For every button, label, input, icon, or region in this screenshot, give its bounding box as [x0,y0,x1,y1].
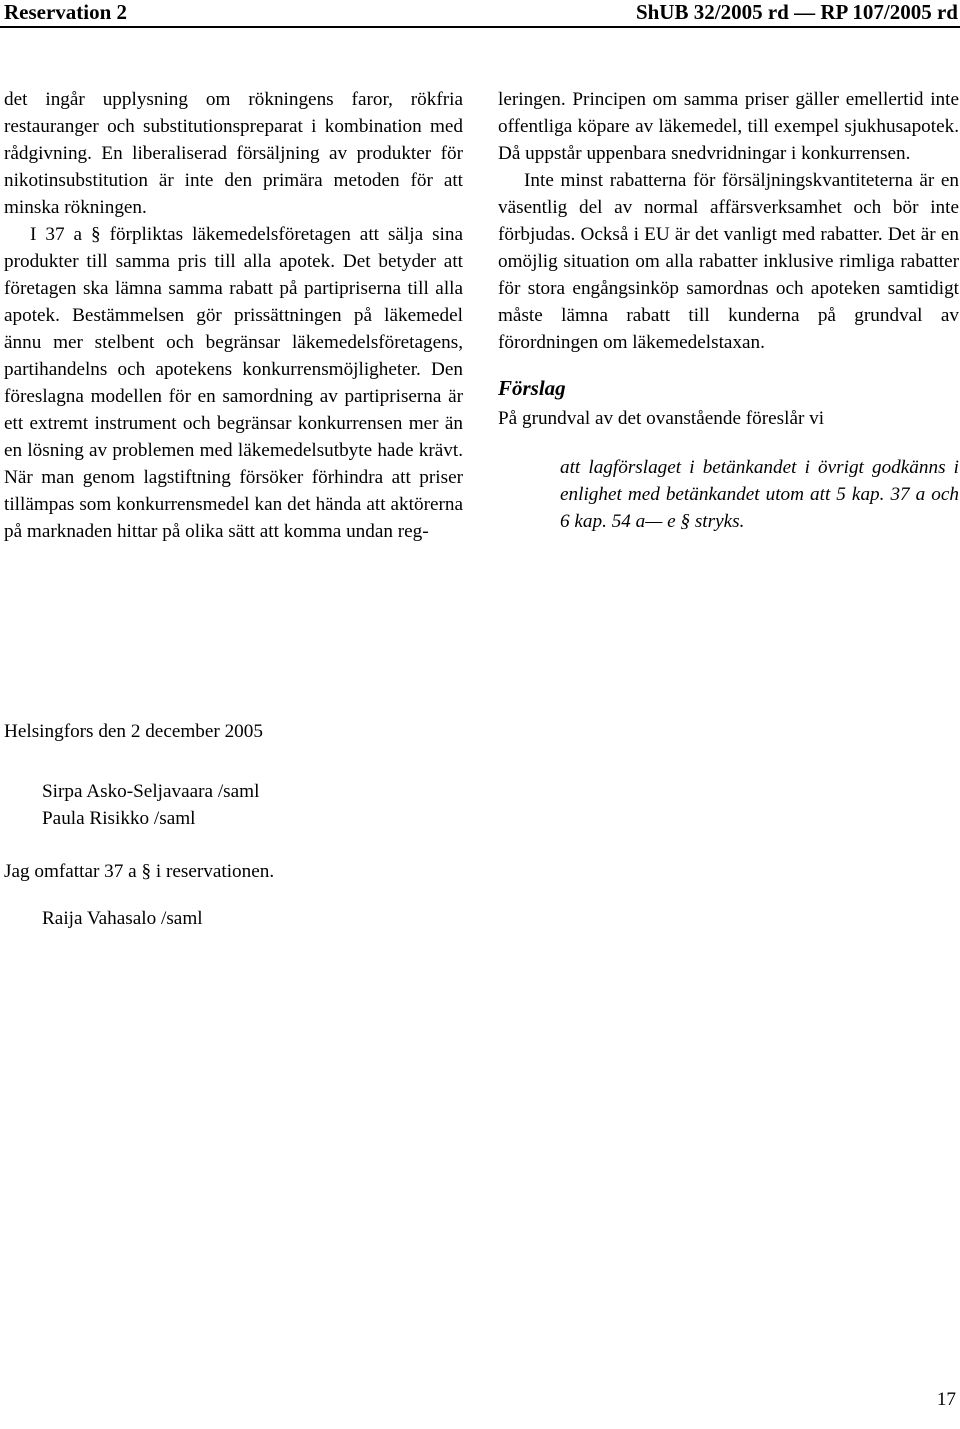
signature-3: Raija Vahasalo /saml [42,908,203,929]
page-number: 17 [936,1389,956,1410]
signature-2: Paula Risikko /saml [42,808,196,829]
page-header [0,0,960,28]
left-paragraph-1: det ingår upplysning om rökningens faror, rökfria restauranger och substitutionspreparat i kombination med rådgivning. En liberaliserad försäljning av produkter för nikotinsubstitution är inte den primära metoden för att minska rökningen. [4,89,463,218]
right-paragraph-2: Inte minst rabatterna för försäljningskvantiteterna är en väsentlig del av normal affärsverksamhet och bör inte förbjudas. Också i EU är det vanligt med rabatter. Det är en omöjlig situation om alla rabatter inklusive rimliga rabatter för stora engångsinköp samordnas och apoteken samtidigt måste lämna rabatt till kunderna på grundval av förordningen om läkemedelstaxan. [498,170,959,353]
dissent-note: Jag omfattar 37 a § i reservationen. [4,861,275,882]
left-column [4,86,463,545]
proposal-intro: På grundval av det ovanstående föreslår vi [498,408,825,429]
proposal-text: att lagförslaget i betänkandet i övrigt godkänns i enlighet med betänkandet utom att 5 kap. 37 a och 6 kap. 54 a— e § stryks. [560,457,959,532]
right-column [498,86,959,535]
left-paragraph-2: I 37 a § förpliktas läkemedelsföretagen att sälja sina produkter till samma pris till alla apotek. Det betyder att företagen ska lämna samma rabatt på partipriserna till alla apotek. Bestämmelsen gör prissättningen på läkemedel ännu mer stelbent och begränsar läkemedelsföretagens, partihandelns och apotekens konkurrensmöjligheter. Den föreslagna modellen för en samordning av partipriserna är ett extremt instrument och begränsar konkurrensen mer än en lösning av problemen med läkemedelsutbyte hade krävt. När man genom lagstiftning försöker förhindra att priser tillämpas som konkurrensmedel kan det hända att aktörerna på marknaden hittar på olika sätt att komma undan reg- [4,224,463,542]
right-paragraph-1: leringen. Principen om samma priser gäller emellertid inte offentliga köpare av läkemedel, till exempel sjukhusapotek. Då uppstår uppenbara snedvridningar i konkurrensen. [498,89,959,164]
section-heading-forslag: Förslag [498,376,566,400]
place-date: Helsingfors den 2 december 2005 [4,721,263,742]
signature-1: Sirpa Asko-Seljavaara /saml [42,781,260,802]
header-title: Reservation 2 [4,0,128,24]
header-document-ref: ShUB 32/2005 rd — RP 107/2005 rd [635,0,958,24]
